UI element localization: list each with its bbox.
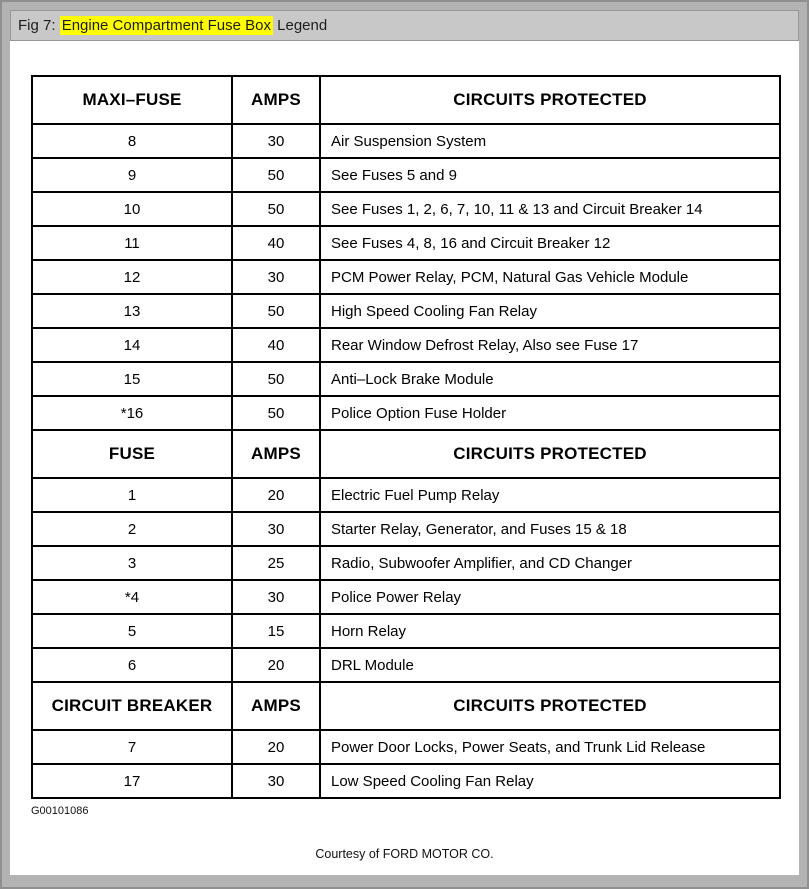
amps-cell: 30 <box>232 124 320 158</box>
fuse-row <box>32 362 780 396</box>
fuse-row <box>32 158 780 192</box>
fuse-legend-table <box>31 75 781 799</box>
fuse-row <box>32 614 780 648</box>
fuse-row <box>32 512 780 546</box>
amps-cell: 50 <box>232 192 320 226</box>
circuits-protected-cell: Low Speed Cooling Fan Relay <box>320 764 780 798</box>
circuits-protected-cell: DRL Module <box>320 648 780 682</box>
column-header: AMPS <box>232 76 320 124</box>
fuse-number-cell: 5 <box>32 614 232 648</box>
fuse-row <box>32 294 780 328</box>
amps-cell: 30 <box>232 580 320 614</box>
fuse-row <box>32 396 780 430</box>
amps-cell: 25 <box>232 546 320 580</box>
section-header-row <box>32 430 780 478</box>
section-header-row <box>32 76 780 124</box>
figure-code: G00101086 <box>31 805 89 817</box>
column-header: CIRCUITS PROTECTED <box>320 682 780 730</box>
column-header: CIRCUITS PROTECTED <box>320 430 780 478</box>
circuits-protected-cell: See Fuses 1, 2, 6, 7, 10, 11 & 13 and Circuit Breaker 14 <box>320 192 780 226</box>
circuits-protected-cell: High Speed Cooling Fan Relay <box>320 294 780 328</box>
column-header: AMPS <box>232 682 320 730</box>
courtesy-text: Courtesy of FORD MOTOR CO. <box>315 847 494 861</box>
circuits-protected-cell: Rear Window Defrost Relay, Also see Fuse 17 <box>320 328 780 362</box>
fuse-row <box>32 546 780 580</box>
amps-cell: 30 <box>232 764 320 798</box>
circuits-protected-cell: Police Power Relay <box>320 580 780 614</box>
fuse-row <box>32 580 780 614</box>
fuse-number-cell: 2 <box>32 512 232 546</box>
fuse-row <box>32 478 780 512</box>
fuse-number-cell: 10 <box>32 192 232 226</box>
circuits-protected-cell: Radio, Subwoofer Amplifier, and CD Changer <box>320 546 780 580</box>
amps-cell: 20 <box>232 478 320 512</box>
fuse-row <box>32 260 780 294</box>
fuse-row <box>32 764 780 798</box>
circuits-protected-cell: See Fuses 4, 8, 16 and Circuit Breaker 12 <box>320 226 780 260</box>
fuse-number-cell: 12 <box>32 260 232 294</box>
fuse-number-cell: *16 <box>32 396 232 430</box>
amps-cell: 50 <box>232 396 320 430</box>
fuse-number-cell: 14 <box>32 328 232 362</box>
caption-prefix: Fig 7: <box>18 17 60 34</box>
fuse-number-cell: 17 <box>32 764 232 798</box>
fuse-row <box>32 226 780 260</box>
caption-suffix: Legend <box>272 17 328 34</box>
amps-cell: 20 <box>232 730 320 764</box>
figure-caption-bar <box>10 10 799 41</box>
fuse-row <box>32 124 780 158</box>
circuits-protected-cell: Horn Relay <box>320 614 780 648</box>
fuse-number-cell: 11 <box>32 226 232 260</box>
fuse-number-cell: 9 <box>32 158 232 192</box>
circuits-protected-cell: Electric Fuel Pump Relay <box>320 478 780 512</box>
fuse-row <box>32 328 780 362</box>
amps-cell: 20 <box>232 648 320 682</box>
fuse-row <box>32 730 780 764</box>
fuse-row <box>32 192 780 226</box>
amps-cell: 40 <box>232 328 320 362</box>
column-header: MAXI–FUSE <box>32 76 232 124</box>
circuits-protected-cell: Air Suspension System <box>320 124 780 158</box>
column-header: FUSE <box>32 430 232 478</box>
fuse-number-cell: 6 <box>32 648 232 682</box>
fuse-number-cell: *4 <box>32 580 232 614</box>
fuse-number-cell: 15 <box>32 362 232 396</box>
circuits-protected-cell: Power Door Locks, Power Seats, and Trunk Lid Release <box>320 730 780 764</box>
section-header-row <box>32 682 780 730</box>
amps-cell: 30 <box>232 512 320 546</box>
caption-highlight: Engine Compartment Fuse Box <box>61 17 271 34</box>
fuse-number-cell: 3 <box>32 546 232 580</box>
column-header: CIRCUIT BREAKER <box>32 682 232 730</box>
amps-cell: 50 <box>232 362 320 396</box>
amps-cell: 15 <box>232 614 320 648</box>
fuse-number-cell: 1 <box>32 478 232 512</box>
circuits-protected-cell: See Fuses 5 and 9 <box>320 158 780 192</box>
circuits-protected-cell: Anti–Lock Brake Module <box>320 362 780 396</box>
fuse-row <box>32 648 780 682</box>
circuits-protected-cell: Police Option Fuse Holder <box>320 396 780 430</box>
fuse-number-cell: 13 <box>32 294 232 328</box>
amps-cell: 40 <box>232 226 320 260</box>
column-header: AMPS <box>232 430 320 478</box>
document-page <box>10 41 799 875</box>
fuse-number-cell: 8 <box>32 124 232 158</box>
amps-cell: 50 <box>232 158 320 192</box>
column-header: CIRCUITS PROTECTED <box>320 76 780 124</box>
amps-cell: 30 <box>232 260 320 294</box>
amps-cell: 50 <box>232 294 320 328</box>
circuits-protected-cell: Starter Relay, Generator, and Fuses 15 & 18 <box>320 512 780 546</box>
circuits-protected-cell: PCM Power Relay, PCM, Natural Gas Vehicle Module <box>320 260 780 294</box>
fuse-number-cell: 7 <box>32 730 232 764</box>
